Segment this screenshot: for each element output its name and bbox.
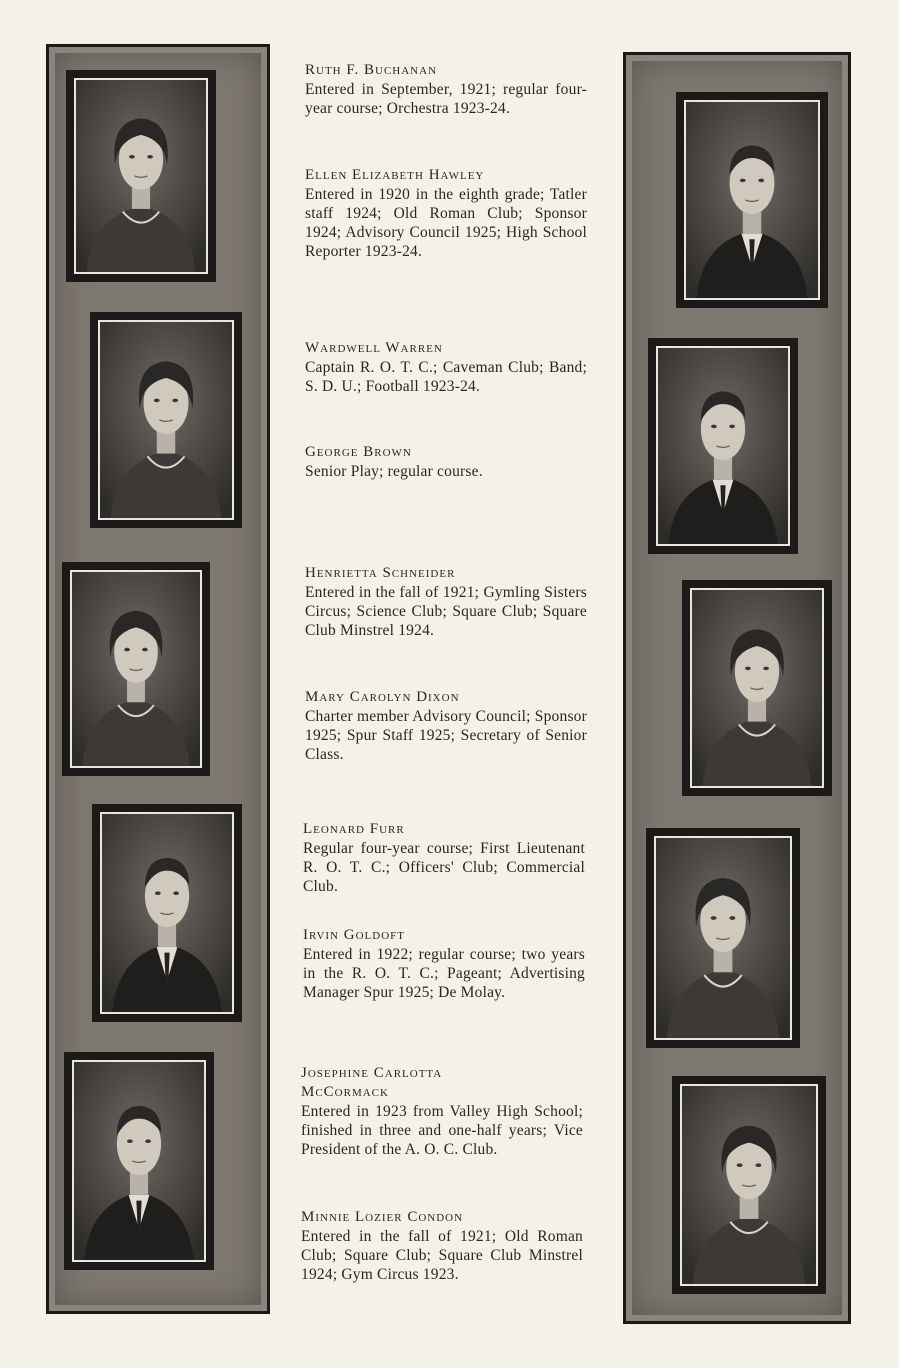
portrait-silhouette — [658, 348, 788, 544]
portrait-photo-icon — [74, 78, 208, 274]
portrait-photo-minnie-condon — [672, 1076, 826, 1294]
portrait-silhouette — [72, 572, 200, 766]
portrait-photo-george-brown — [648, 338, 798, 554]
portrait-photo-irvin-goldoft — [646, 828, 800, 1048]
portrait-silhouette — [656, 838, 790, 1038]
senior-description: Entered in 1923 from Valley High School; finished in three and one-half years; Vice President of the A. O. C. Club. — [301, 1103, 583, 1158]
senior-description: Regular four-year course; First Lieutenant R. O. T. C.; Officers' Club; Commercial Club. — [303, 840, 585, 895]
senior-description: Entered in 1922; regular course; two years in the R. O. T. C.; Pageant; Advertising Manager Spur 1925; De Molay. — [303, 946, 585, 1001]
portrait-photo-icon — [690, 588, 824, 788]
portrait-silhouette — [686, 102, 818, 298]
portrait-silhouette — [74, 1062, 204, 1260]
senior-description: Senior Play; regular course. — [305, 463, 483, 480]
senior-name: Leonard Furr — [303, 821, 405, 837]
senior-entry — [301, 1208, 583, 1284]
senior-entry — [303, 820, 585, 896]
portrait-photo-ruth-buchanan — [66, 70, 216, 282]
portrait-silhouette — [682, 1086, 816, 1284]
portrait-photo-icon — [70, 570, 202, 768]
portrait-photo-icon — [656, 346, 790, 546]
portrait-photo-icon — [100, 812, 234, 1014]
senior-name: Wardwell Warren — [305, 340, 443, 356]
senior-description: Entered in the fall of 1921; Old Roman Club; Square Club; Square Club Minstrel 1924; Gym Circus 1923. — [301, 1228, 583, 1283]
portrait-photo-mary-dixon — [682, 580, 832, 796]
portrait-photo-leonard-furr — [92, 804, 242, 1022]
senior-name: Mary Carolyn Dixon — [305, 689, 460, 705]
senior-entry — [305, 61, 587, 118]
portrait-photo-icon — [72, 1060, 206, 1262]
senior-name: Ruth F. Buchanan — [305, 62, 438, 78]
portrait-photo-icon — [680, 1084, 818, 1286]
portrait-silhouette — [100, 322, 232, 518]
portrait-photo-wardwell-warren — [90, 312, 242, 528]
portrait-photo-ellen-hawley — [676, 92, 828, 308]
senior-description: Captain R. O. T. C.; Caveman Club; Band; S. D. U.; Football 1923-24. — [305, 359, 587, 395]
senior-name: Ellen Elizabeth Hawley — [305, 167, 485, 183]
senior-description: Entered in 1920 in the eighth grade; Tatler staff 1924; Old Roman Club; Sponsor 1924; Advisory Council 1925; High School Reporter 1923-24. — [305, 186, 587, 260]
senior-entry — [301, 1064, 583, 1159]
senior-entry — [305, 688, 587, 764]
portrait-silhouette — [76, 80, 206, 272]
portrait-silhouette — [102, 814, 232, 1012]
senior-name: Minnie Lozier Condon — [301, 1209, 464, 1225]
senior-entry — [305, 443, 587, 481]
senior-name: Irvin Goldoft — [303, 927, 405, 943]
portrait-photo-icon — [98, 320, 234, 520]
senior-name: Henrietta Schneider — [305, 565, 456, 581]
senior-name: George Brown — [305, 444, 412, 460]
senior-description: Entered in the fall of 1921; Gymling Sisters Circus; Science Club; Square Club; Square Club Minstrel 1924. — [305, 584, 587, 639]
senior-entry — [303, 926, 585, 1002]
senior-name: Josephine Carlotta McCormack — [301, 1065, 443, 1100]
portrait-photo-henrietta-schneider — [62, 562, 210, 776]
portrait-photo-icon — [654, 836, 792, 1040]
senior-entry — [305, 166, 587, 261]
portrait-photo-josephine-mccormack — [64, 1052, 214, 1270]
senior-description: Entered in September, 1921; regular four-year course; Orchestra 1923-24. — [305, 81, 587, 117]
senior-entry — [305, 339, 587, 396]
portrait-silhouette — [692, 590, 822, 786]
portrait-photo-icon — [684, 100, 820, 300]
senior-description: Charter member Advisory Council; Sponsor 1925; Spur Staff 1925; Secretary of Senior Class. — [305, 708, 587, 763]
senior-entry — [305, 564, 587, 640]
